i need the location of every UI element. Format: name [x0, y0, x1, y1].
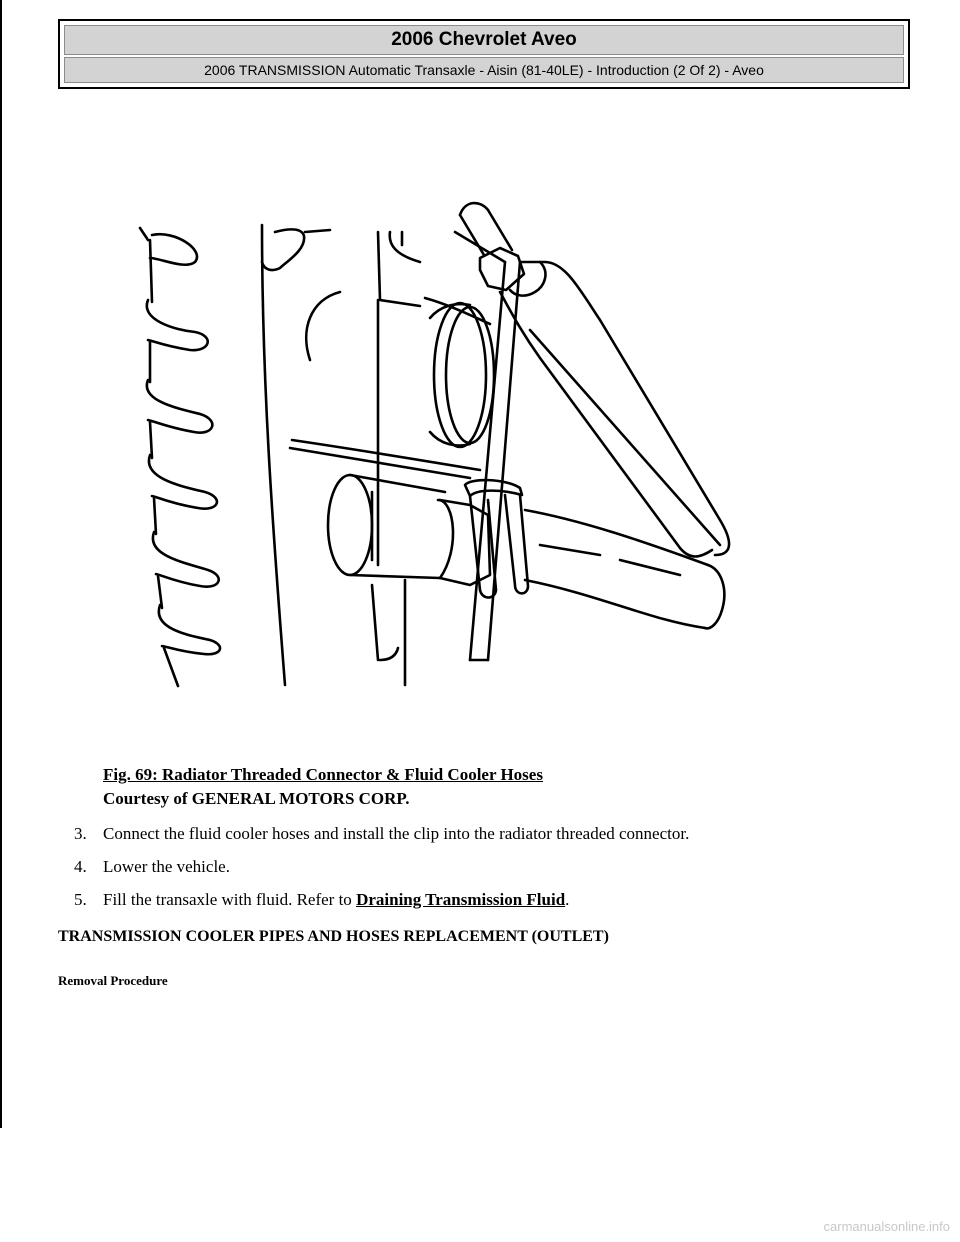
step-text: Connect the fluid cooler hoses and install the clip into the radiator threaded connector. [103, 824, 690, 843]
round-fitting [430, 303, 494, 447]
step-number: 4. [74, 857, 87, 876]
figure-credit: Courtesy of GENERAL MOTORS CORP. [103, 789, 410, 808]
figure-caption [103, 763, 543, 811]
list-item [74, 824, 689, 844]
step-text: Fill the transaxle with fluid. Refer to [103, 890, 357, 909]
list-item [74, 857, 689, 877]
site-watermark: carmanualsonline.info [823, 1219, 950, 1234]
vehicle-title: 2006 Chevrolet Aveo [64, 25, 904, 55]
step-text: Lower the vehicle. [103, 857, 230, 876]
list-item [74, 890, 689, 910]
step-text-end: . [565, 890, 570, 909]
section-heading: TRANSMISSION COOLER PIPES AND HOSES REPLACEMENT (OUTLET) [58, 928, 609, 945]
mount-bracket [290, 232, 720, 660]
step-number: 3. [74, 824, 87, 843]
document-header [58, 19, 910, 89]
radiator-fins [140, 228, 220, 686]
subsection-heading: Removal Procedure [58, 973, 168, 988]
step-number: 5. [74, 890, 87, 909]
left-border-rule [0, 0, 2, 1128]
procedure-steps [74, 824, 689, 923]
lower-cooler-line [328, 475, 724, 628]
figure-title-link[interactable]: Fig. 69: Radiator Threaded Connector & Fluid Cooler Hoses [103, 765, 543, 784]
radiator-connector-illustration [110, 196, 750, 688]
section-breadcrumb: 2006 TRANSMISSION Automatic Transaxle - Aisin (81-40LE) - Introduction (2 Of 2) - Aveo [64, 57, 904, 83]
draining-fluid-link[interactable]: Draining Transmission Fluid [356, 890, 566, 909]
